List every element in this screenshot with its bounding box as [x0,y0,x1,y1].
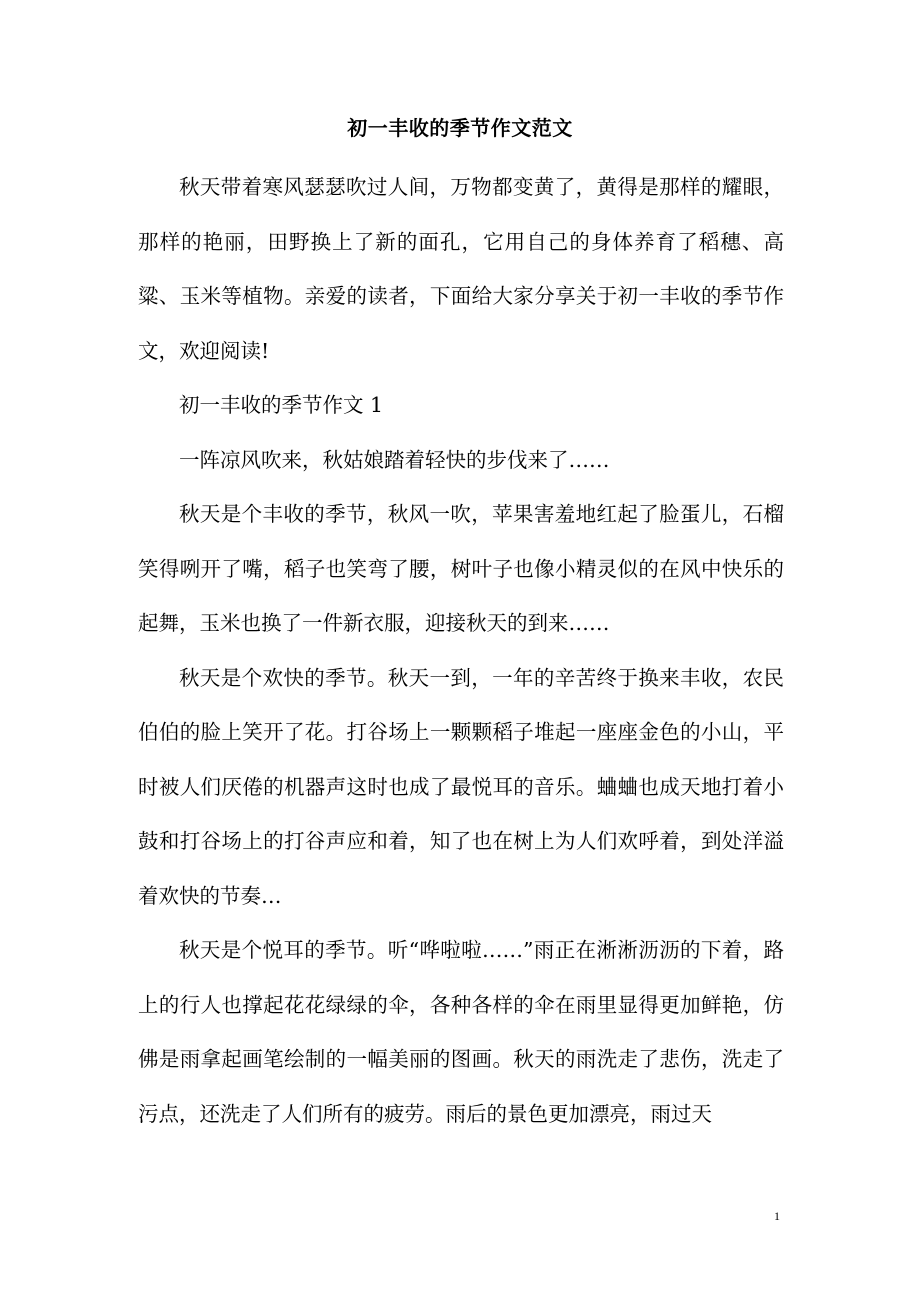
document-title: 初一丰收的季节作文范文 [347,116,573,140]
paragraph: 一阵凉风吹来，秋姑娘踏着轻快的步伐来了…… [179,447,610,472]
paragraph-intro: 秋天带着寒风瑟瑟吹过人间，万物都变黄了，黄得是那样的耀眼，那样的艳丽，田野换上了新的面孔，它用自己的身体养育了稻穗、高粱、玉米等植物。亲爱的读者，下面给大家分享关于初一丰收的季节作文，欢迎阅读! [138,175,784,363]
paragraph: 秋天是个欢快的季节。秋天一到，一年的辛苦终于换来丰收，农民伯伯的脸上笑开了花。打谷场上一颗颗稻子堆起一座座金色的小山，平时被人们厌倦的机器声这时也成了最悦耳的音乐。蛐蛐也成天地打着小鼓和打谷场上的打谷声应和着，知了也在树上为人们欢呼着，到处洋溢着欢快的节奏… [138,665,784,908]
paragraph: 秋天是个丰收的季节，秋风一吹，苹果害羞地红起了脸蛋儿，石榴笑得咧开了嘴，稻子也笑弯了腰，树叶子也像小精灵似的在风中快乐的起舞，玉米也换了一件新衣服，迎接秋天的到来…… [138,502,784,635]
paragraph: 秋天是个悦耳的季节。听“哗啦啦……”雨正在淅淅沥沥的下着，路上的行人也撑起花花绿绿的伞，各种各样的伞在雨里显得更加鲜艳，仿佛是雨拿起画笔绘制的一幅美丽的图画。秋天的雨洗走了悲伤，洗走了污点，还洗走了人们所有的疲劳。雨后的景色更加漂亮，雨过天 [138,938,784,1126]
document-body [138,160,784,1141]
page-number: 1 [774,1209,780,1223]
section-heading: 初一丰收的季节作文 1 [179,393,384,417]
